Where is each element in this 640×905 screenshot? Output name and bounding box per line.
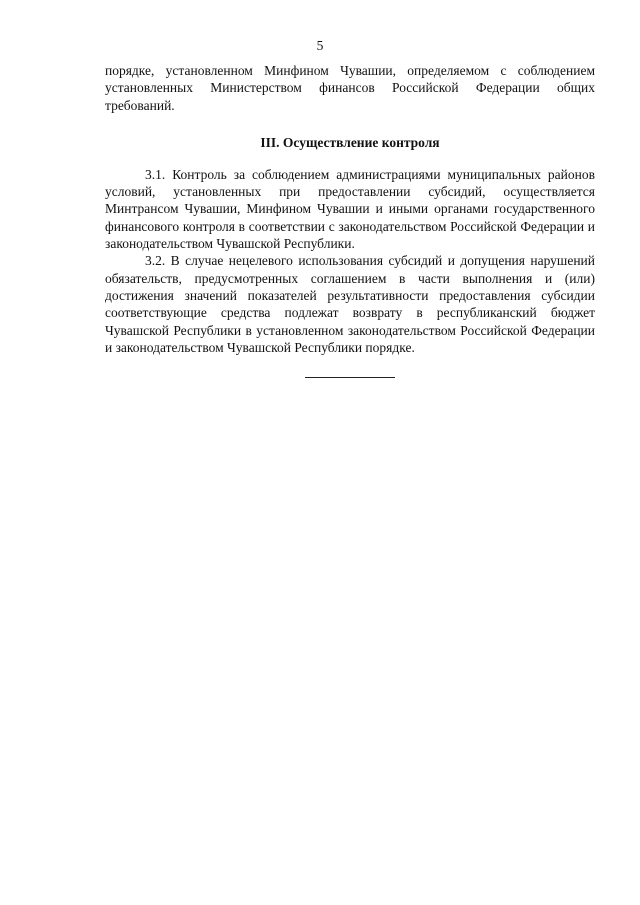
paragraph-3-1: 3.1. Контроль за соблюдением администрациями муниципальных районов условий, установленных при предоставлении субсидий, осуществляется Минтрансом Чувашии, Минфином Чувашии и иными органами государственного финансового контроля в соответствии с законодательством Российской Федерации и законодательством Чувашской Республики. [105,166,595,252]
document-body [105,62,595,356]
end-divider-line [305,377,395,378]
paragraph-3-2: 3.2. В случае нецелевого использования субсидий и допущения нарушений обязательств, предусмотренных соглашением в части выполнения и (или) достижения значений показателей результативности предоставления субсидии соответствующие средства подлежат возврату в республиканский бюджет Чувашской Республики в установленном законодательством Российской Федерации и законодательством Чувашской Республики порядке. [105,253,595,355]
section-heading: III. Осуществление контроля [260,134,440,150]
page-number: 5 [316,38,324,53]
opening-paragraph: порядке, установленном Минфином Чувашии, определяемом с соблюдением установленных Министерством финансов Российской Федерации общих требований. [105,63,595,113]
